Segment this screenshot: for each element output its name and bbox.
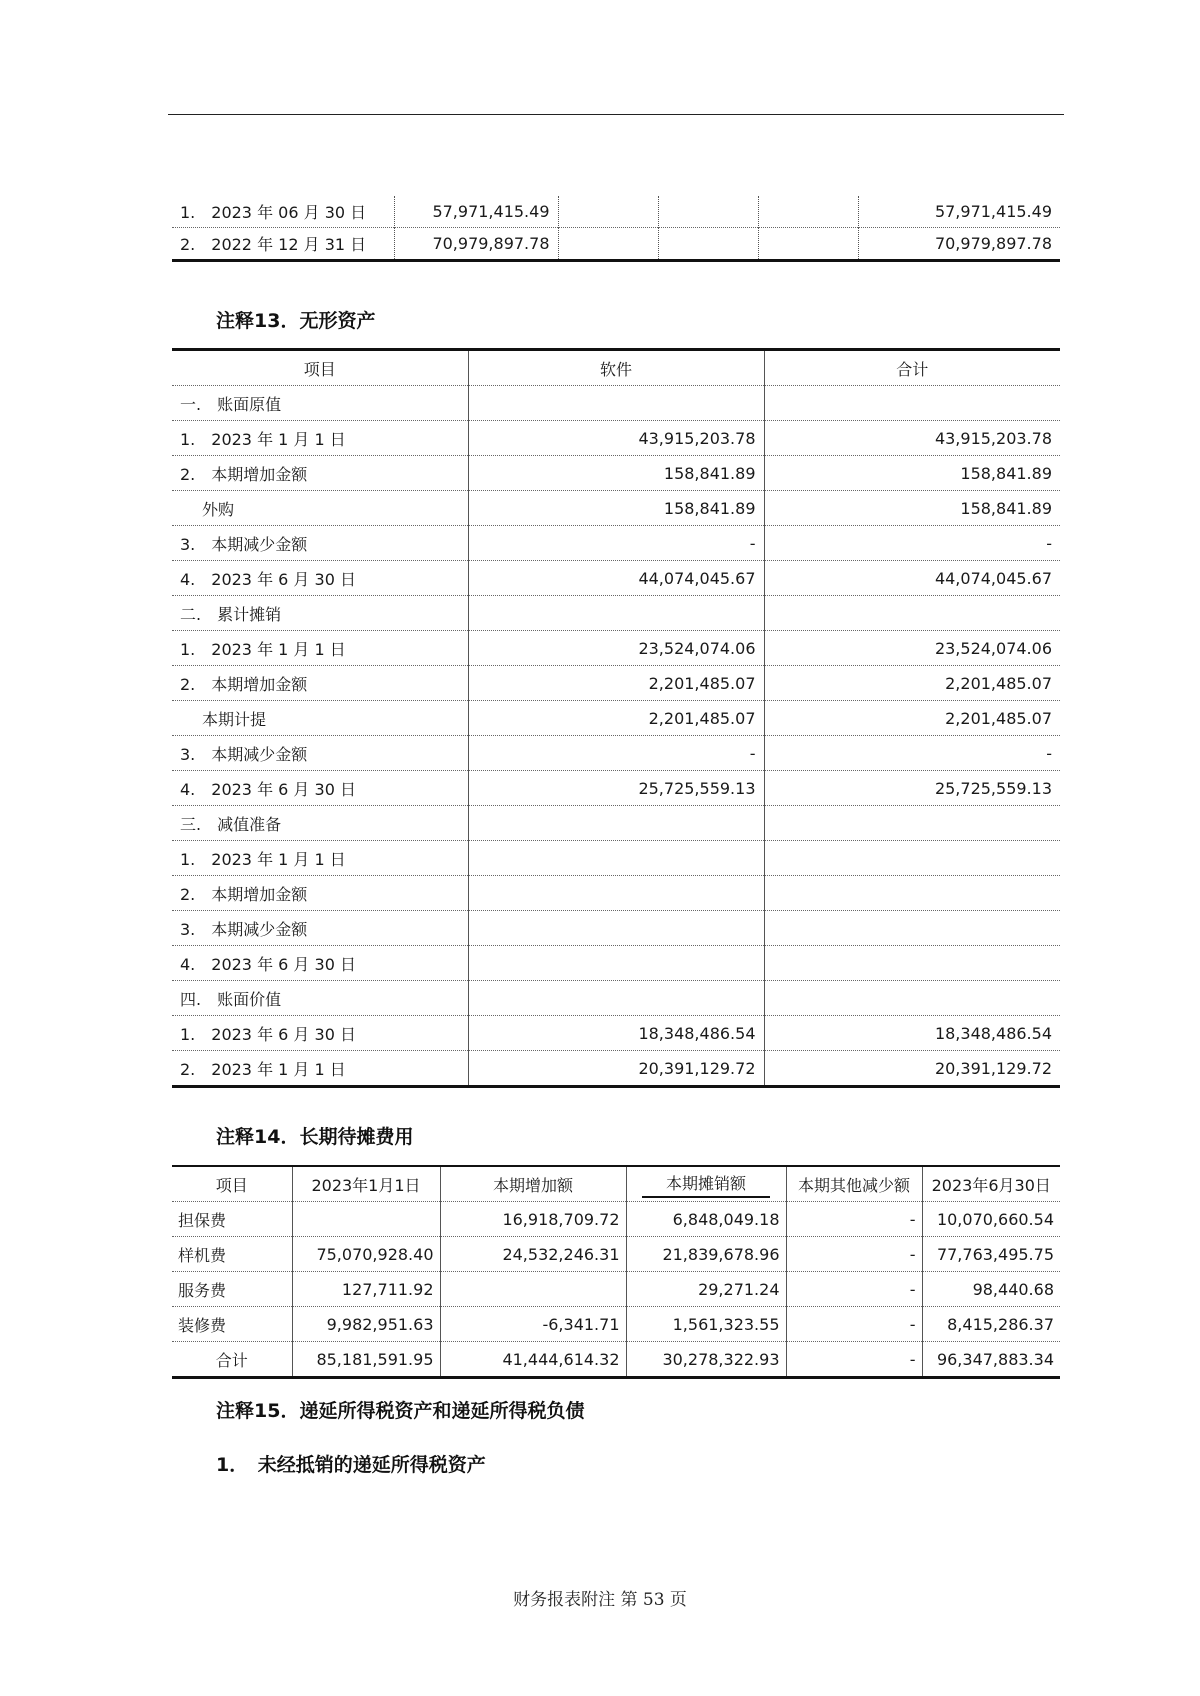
cell-value: 57,971,415.49 — [394, 196, 558, 228]
row-label: 1. 2023 年 06 月 30 日 — [180, 203, 367, 222]
table-row — [172, 841, 1060, 876]
cell-opening — [292, 1202, 440, 1237]
note14-title: 注释14．长期待摊费用 — [216, 1126, 414, 1148]
row-label: 本期计提 — [172, 701, 468, 736]
header-software: 软件 — [468, 350, 764, 386]
cell-total: 43,915,203.78 — [764, 421, 1060, 456]
cell-value — [558, 228, 658, 261]
row-item: 样机费 — [172, 1237, 292, 1272]
cell-software — [468, 911, 764, 946]
cell-software — [468, 806, 764, 841]
cell-closing: 98,440.68 — [922, 1272, 1060, 1307]
cell-increase — [440, 1272, 626, 1307]
row-label: 2. 本期增加金额 — [172, 876, 468, 911]
cell-total: 57,971,415.49 — [858, 196, 1060, 228]
intangible-assets-table — [172, 348, 1060, 1088]
table-row — [172, 1307, 1060, 1342]
cell-value — [558, 196, 658, 228]
cell-software: 158,841.89 — [468, 456, 764, 491]
row-label: 1. 2023 年 1 月 1 日 — [172, 421, 468, 456]
table-row — [172, 228, 1060, 261]
cell-amortization: 29,271.24 — [626, 1272, 786, 1307]
row-label: 三. 减值准备 — [172, 806, 468, 841]
cell-software: 2,201,485.07 — [468, 701, 764, 736]
cell-closing: 10,070,660.54 — [922, 1202, 1060, 1237]
row-label: 2. 2022 年 12 月 31 日 — [172, 228, 394, 261]
table-row — [172, 1237, 1060, 1272]
cell-closing: 8,415,286.37 — [922, 1307, 1060, 1342]
row-label: 1. 2023 年 6 月 30 日 — [172, 1016, 468, 1051]
row-label: 2. 本期增加金额 — [172, 456, 468, 491]
cell-software: 20,391,129.72 — [468, 1051, 764, 1087]
intangible-assets-table-body — [172, 350, 1060, 1087]
cell-value — [658, 228, 758, 261]
table-row — [172, 946, 1060, 981]
row-item: 服务费 — [172, 1272, 292, 1307]
cell-opening: 9,982,951.63 — [292, 1307, 440, 1342]
table-row — [172, 771, 1060, 806]
cell-software — [468, 981, 764, 1016]
row-label: 1. 2023 年 1 月 1 日 — [172, 631, 468, 666]
row-label: 二. 累计摊销 — [172, 596, 468, 631]
header-increase: 本期增加额 — [440, 1166, 626, 1202]
cell-amortization: 6,848,049.18 — [626, 1202, 786, 1237]
row-item: 合计 — [172, 1342, 292, 1378]
header-amortization — [626, 1166, 786, 1202]
header-rule — [168, 114, 1064, 115]
cell-total: - — [764, 526, 1060, 561]
cell-software: 23,524,074.06 — [468, 631, 764, 666]
continuation-table-body — [172, 196, 1060, 261]
cell-increase: 41,444,614.32 — [440, 1342, 626, 1378]
row-label: 1. 2023 年 1 月 1 日 — [172, 841, 468, 876]
cell-opening: 85,181,591.95 — [292, 1342, 440, 1378]
cell-total: 25,725,559.13 — [764, 771, 1060, 806]
table-row — [172, 666, 1060, 701]
row-label: 外购 — [172, 491, 468, 526]
cell-amortization: 1,561,323.55 — [626, 1307, 786, 1342]
row-label: 3. 本期减少金额 — [172, 526, 468, 561]
table-row — [172, 806, 1060, 841]
row-item: 装修费 — [172, 1307, 292, 1342]
cell-value — [758, 228, 858, 261]
table-row — [172, 456, 1060, 491]
table-row — [172, 1272, 1060, 1307]
cell-total — [764, 981, 1060, 1016]
table-row — [172, 876, 1060, 911]
row-label: 4. 2023 年 6 月 30 日 — [172, 771, 468, 806]
table-row — [172, 196, 1060, 228]
cell-other-decrease: - — [786, 1272, 922, 1307]
cell-amortization: 30,278,322.93 — [626, 1342, 786, 1378]
cell-software: 2,201,485.07 — [468, 666, 764, 701]
table-row — [172, 1342, 1060, 1378]
cell-increase: 24,532,246.31 — [440, 1237, 626, 1272]
table-row — [172, 421, 1060, 456]
cell-total — [764, 911, 1060, 946]
cell-total: 2,201,485.07 — [764, 666, 1060, 701]
cell-total: 2,201,485.07 — [764, 701, 1060, 736]
cell-closing: 77,763,495.75 — [922, 1237, 1060, 1272]
cell-total: 158,841.89 — [764, 491, 1060, 526]
page-footer: 财务报表附注 第 53 页 — [513, 1590, 687, 1610]
cell-opening: 127,711.92 — [292, 1272, 440, 1307]
row-label: 2. 2023 年 1 月 1 日 — [172, 1051, 468, 1087]
cell-total — [764, 386, 1060, 421]
cell-other-decrease: - — [786, 1202, 922, 1237]
row-label: 4. 2023 年 6 月 30 日 — [172, 561, 468, 596]
cell-software: 18,348,486.54 — [468, 1016, 764, 1051]
note15-title: 注释15．递延所得税资产和递延所得税负债 — [216, 1400, 585, 1422]
table-header-row — [172, 1166, 1060, 1202]
cell-amortization: 21,839,678.96 — [626, 1237, 786, 1272]
header-amortization-label: 本期摊销额 — [642, 1171, 770, 1198]
row-label: 一. 账面原值 — [172, 386, 468, 421]
note13-title: 注释13．无形资产 — [216, 310, 376, 332]
row-label: 2. 本期增加金额 — [172, 666, 468, 701]
table-row — [172, 631, 1060, 666]
header-other-decrease: 本期其他减少额 — [786, 1166, 922, 1202]
cell-total — [764, 946, 1060, 981]
cell-closing: 96,347,883.34 — [922, 1342, 1060, 1378]
long-term-deferred-expenses-table — [172, 1165, 1060, 1379]
continuation-table — [172, 196, 1060, 262]
cell-software: 44,074,045.67 — [468, 561, 764, 596]
cell-software — [468, 946, 764, 981]
table-row — [172, 561, 1060, 596]
cell-value — [658, 196, 758, 228]
table-row — [172, 736, 1060, 771]
header-item: 项目 — [215, 1175, 248, 1195]
table-header-row — [172, 350, 1060, 386]
cell-increase: 16,918,709.72 — [440, 1202, 626, 1237]
row-label: 4. 2023 年 6 月 30 日 — [172, 946, 468, 981]
cell-software — [468, 386, 764, 421]
cell-total — [764, 596, 1060, 631]
cell-total — [764, 841, 1060, 876]
table-row — [172, 701, 1060, 736]
header-opening: 2023年1月1日 — [292, 1166, 440, 1202]
cell-total — [764, 806, 1060, 841]
cell-total: 44,074,045.67 — [764, 561, 1060, 596]
cell-value: 70,979,897.78 — [394, 228, 558, 261]
header-item: 项目 — [303, 359, 336, 379]
table-row — [172, 596, 1060, 631]
cell-other-decrease: - — [786, 1342, 922, 1378]
table-row — [172, 526, 1060, 561]
header-closing: 2023年6月30日 — [922, 1166, 1060, 1202]
cell-software — [468, 596, 764, 631]
long-term-deferred-expenses-table-body — [172, 1166, 1060, 1378]
cell-other-decrease: - — [786, 1237, 922, 1272]
table-row — [172, 911, 1060, 946]
header-total: 合计 — [764, 350, 1060, 386]
cell-total: 18,348,486.54 — [764, 1016, 1060, 1051]
cell-software: - — [468, 736, 764, 771]
cell-software: 158,841.89 — [468, 491, 764, 526]
row-label: 3. 本期减少金额 — [172, 911, 468, 946]
cell-increase: -6,341.71 — [440, 1307, 626, 1342]
table-row — [172, 386, 1060, 421]
cell-total: 23,524,074.06 — [764, 631, 1060, 666]
cell-opening: 75,070,928.40 — [292, 1237, 440, 1272]
table-row — [172, 1016, 1060, 1051]
cell-software: - — [468, 526, 764, 561]
row-item: 担保费 — [172, 1202, 292, 1237]
cell-total: 20,391,129.72 — [764, 1051, 1060, 1087]
table-row — [172, 981, 1060, 1016]
cell-value — [758, 196, 858, 228]
note15-subtitle: 1． 未经抵销的递延所得税资产 — [216, 1454, 486, 1476]
row-label: 四. 账面价值 — [172, 981, 468, 1016]
row-label: 3. 本期减少金额 — [172, 736, 468, 771]
table-row — [172, 491, 1060, 526]
table-row — [172, 1202, 1060, 1237]
table-row — [172, 1051, 1060, 1087]
cell-total: 158,841.89 — [764, 456, 1060, 491]
cell-software — [468, 841, 764, 876]
cell-total: - — [764, 736, 1060, 771]
cell-total: 70,979,897.78 — [858, 228, 1060, 261]
cell-other-decrease: - — [786, 1307, 922, 1342]
cell-software: 25,725,559.13 — [468, 771, 764, 806]
cell-total — [764, 876, 1060, 911]
cell-software — [468, 876, 764, 911]
cell-software: 43,915,203.78 — [468, 421, 764, 456]
